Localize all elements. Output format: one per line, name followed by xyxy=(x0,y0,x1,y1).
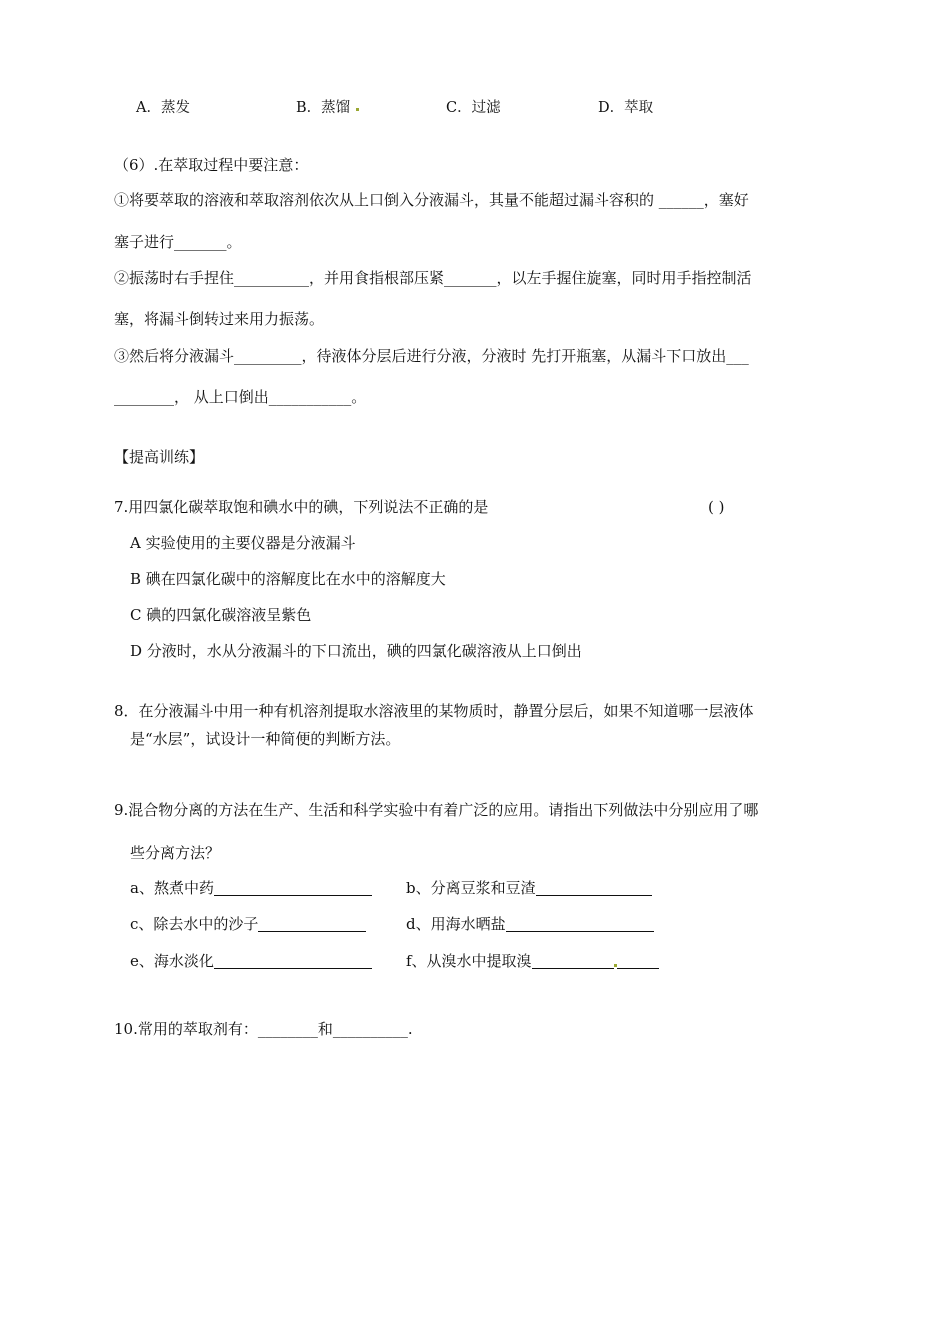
q7-option-a: A 实验使用的主要仪器是分液漏斗 xyxy=(130,534,356,552)
q9-item-c-label: c、除去水中的沙子 xyxy=(130,915,259,933)
q10-blank-1[interactable]: ________ xyxy=(257,1020,318,1038)
q9-item-f-label: f、从溴水中提取溴 xyxy=(406,952,532,970)
q6-line-3: ②振荡时右手捏住__________，并用食指根部压紧_______，以左手握住旋塞，同时用手指控制活 xyxy=(114,269,752,287)
q5-option-d: D．萃取 xyxy=(598,100,654,116)
q9-item-c xyxy=(130,914,366,934)
q9-item-d xyxy=(406,914,654,934)
stray-dot-mark xyxy=(356,108,359,111)
q9-item-a-label: a、熬煮中药 xyxy=(130,879,214,897)
q9-line-1: 9.混合物分离的方法在生产、生活和科学实验中有着广泛的应用。请指出下列做法中分别应用了哪 xyxy=(114,801,759,819)
q7-stem: 7.用四氯化碳萃取饱和碘水中的碘，下列说法不正确的是 xyxy=(114,498,489,516)
q6-line-5: ③然后将分液漏斗_________，待液体分层后进行分液，分液时 先打开瓶塞，从漏斗下口放出___ xyxy=(114,347,749,365)
q7-option-b: B 碘在四氯化碳中的溶解度比在水中的溶解度大 xyxy=(130,570,446,588)
q5-option-b-text: B．蒸馏 xyxy=(296,100,351,116)
q9-item-f xyxy=(406,951,659,971)
q6-line-2: 塞子进行_______。 xyxy=(114,233,242,251)
q9-item-d-label: d、用海水晒盐 xyxy=(406,915,506,933)
q9-item-b-label: b、分离豆浆和豆渣 xyxy=(406,879,536,897)
q9-item-b xyxy=(406,878,652,898)
answer-blank[interactable] xyxy=(258,915,366,932)
q8-line-2: 是“水层”，试设计一种简便的判断方法。 xyxy=(130,730,401,748)
answer-blank[interactable] xyxy=(214,952,372,969)
q10-blank-2[interactable]: __________ xyxy=(332,1020,408,1038)
q10-line xyxy=(114,1019,413,1039)
q6-title: （6）.在萃取过程中要注意： xyxy=(114,156,309,174)
answer-blank[interactable] xyxy=(536,879,652,896)
q7-answer-bracket: ( ) xyxy=(708,498,725,516)
q9-item-e-label: e、海水淡化 xyxy=(130,952,214,970)
q9-line-2: 些分离方法？ xyxy=(130,844,221,862)
q5-option-a: A．蒸发 xyxy=(136,100,190,116)
q6-line-4: 塞，将漏斗倒转过来用力振荡。 xyxy=(114,310,325,328)
q6-line-6: ________， 从上口倒出___________。 xyxy=(114,388,367,406)
answer-blank[interactable] xyxy=(214,879,372,896)
q5-option-b xyxy=(296,98,359,118)
answer-blank[interactable] xyxy=(506,915,654,932)
q10-middle: 和 xyxy=(317,1020,333,1038)
answer-blank[interactable] xyxy=(617,952,659,969)
q10-end: . xyxy=(407,1020,413,1038)
section-title: 【提高训练】 xyxy=(114,448,205,466)
q6-line-1: ①将要萃取的溶液和萃取溶剂依次从上口倒入分液漏斗，其量不能超过漏斗容积的 ______，塞好 xyxy=(114,191,749,209)
q7-option-d: D 分液时，水从分液漏斗的下口流出，碘的四氯化碳溶液从上口倒出 xyxy=(130,642,582,660)
q10-prefix: 10.常用的萃取剂有： xyxy=(114,1020,258,1038)
q9-item-e xyxy=(130,951,372,971)
q8-line-1: 8．在分液漏斗中用一种有机溶剂提取水溶液里的某物质时，静置分层后，如果不知道哪一层液体 xyxy=(114,702,754,720)
q9-item-a xyxy=(130,878,372,898)
q7-option-c: C 碘的四氯化碳溶液呈紫色 xyxy=(130,606,312,624)
q5-option-c: C．过滤 xyxy=(446,100,501,116)
answer-blank[interactable] xyxy=(532,952,614,969)
